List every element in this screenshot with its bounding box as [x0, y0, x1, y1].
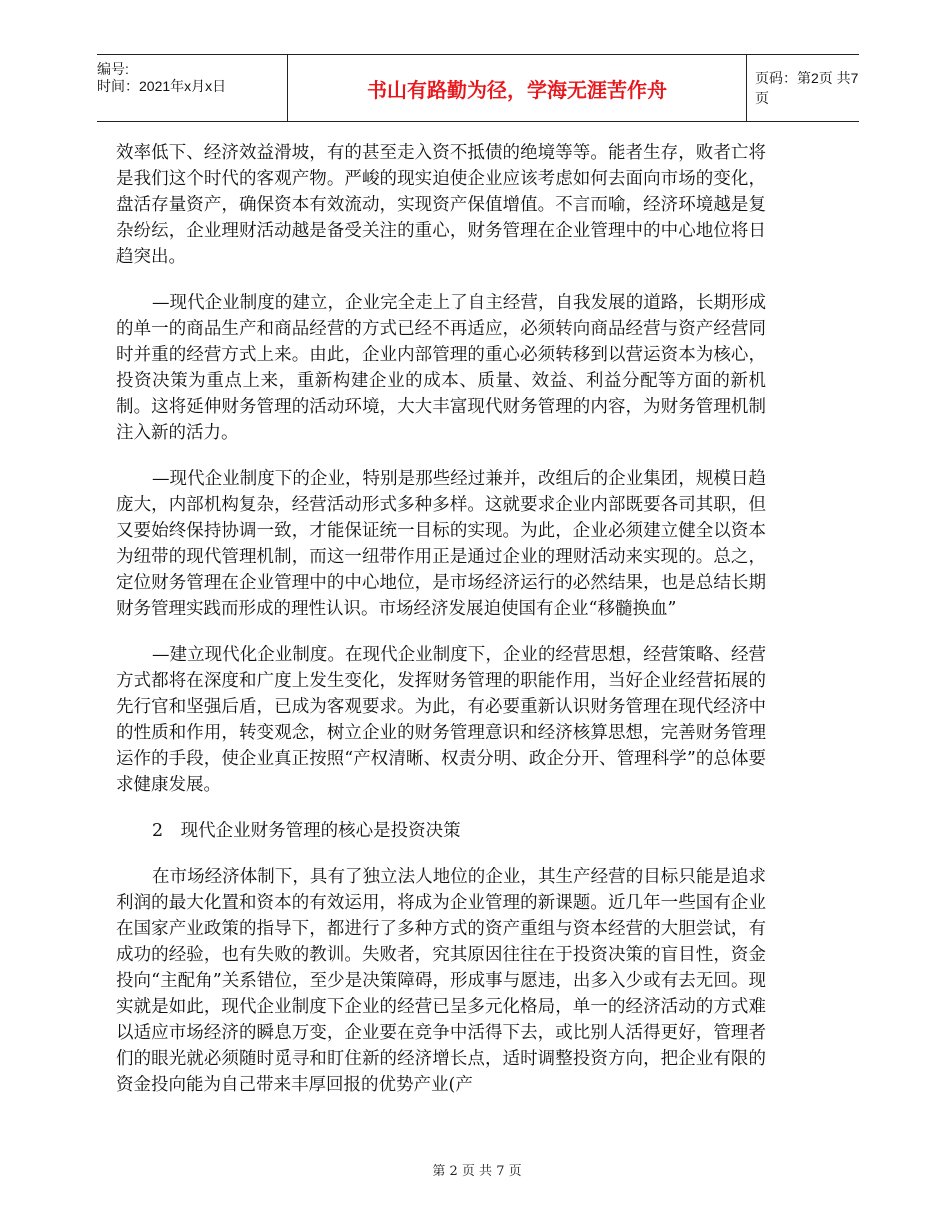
header-meta — [97, 55, 287, 121]
body-paragraph: 在市场经济体制下，具有了独立法人地位的企业，其生产经营的目标只能是追求利润的最大化置和资本的有效运用，将成为企业管理的新课题。近几年一些国有企业在国家产业政策的指导下，都进行了多种方式的资产重组与资本经营的大胆尝试，有成功的经验，也有失败的教训。失败者，究其原因往往在于投资决策的盲目性，资金投向“主配角”关系错位，至少是决策障碍，形成事与愿违，出多入少或有去无回。现实就是如此，现代企业制度下企业的经营已呈多元化格局，单一的经济活动的方式难以适应市场经济的瞬息万变，企业要在竞争中活得下去，或比别人活得更好，管理者们的眼光就必须随时觅寻和盯住新的经济增长点，适时调整投资方向，把企业有限的资金投向能为自己带来丰厚回报的优势产业(产 — [116, 867, 766, 1095]
page-footer — [0, 1160, 950, 1179]
header-motto: 书山有路勤为径，学海无涯苦作舟 — [287, 55, 747, 121]
document-time: 时间：2021年x月x日 — [97, 78, 227, 94]
section-heading: 2 现代企业财务管理的核心是投资决策 — [152, 821, 461, 841]
body-paragraph: —建立现代化企业制度。在现代企业制度下，企业的经营思想，经营策略、经营方式都将在深度和广度上发生变化，发挥财务管理的职能作用，当好企业经营拓展的先行官和坚强后盾，已成为客观要求。为此，有必要重新认识财务管理在现代经济中的性质和作用，转变观念，树立企业的财务管理意识和经济核算思想，完善财务管理运作的手段，使企业真正按照“产权清晰、权责分明、政企分开、管理科学”的总体要求健康发展。 — [116, 645, 766, 795]
footer-page-number: 第 2 页 共 7 页 — [432, 1164, 522, 1179]
page-header — [97, 54, 859, 122]
body-paragraph: 效率低下、经济效益滑坡，有的甚至走入资不抵债的绝境等等。能者生存，败者亡将是我们这个时代的客观产物。严峻的现实迫使企业应该考虑如何去面向市场的变化，盘活存量资产，确保资本有效流动，实现资产保值增值。不言而喻，经济环境越是复杂纷纭，企业理财活动越是备受关注的重心，财务管理在企业管理中的中心地位将日趋突出。 — [116, 143, 766, 267]
body-paragraph: —现代企业制度下的企业，特别是那些经过兼并，改组后的企业集团，规模日趋庞大，内部机构复杂，经营活动形式多种多样。这就要求企业内部既要各司其职，但又要始终保持协调一致，才能保证统一目标的实现。为此，企业必须建立健全以资本为纽带的现代管理机制，而这一纽带作用正是通过企业的理财活动来实现的。总之，定位财务管理在企业管理中的中心地位，是市场经济运行的必然结果，也是总结长期财务管理实践而形成的理性认识。市场经济发展迫使国有企业“移髓换血” — [116, 469, 766, 619]
body-paragraph: —现代企业制度的建立，企业完全走上了自主经营，自我发展的道路，长期形成的单一的商品生产和商品经营的方式已经不再适应，必须转向商品经营与资产经营同时并重的经营方式上来。由此，企业内部管理的重心必须转移到以营运资本为核心，投资决策为重点上来，重新构建企业的成本、质量、效益、利益分配等方面的新机制。这将延伸财务管理的活动环境，大大丰富现代财务管理的内容，为财务管理机制注入新的活力。 — [116, 293, 766, 443]
header-page-info: 页码：第2页 共7页 — [755, 70, 859, 106]
document-body — [116, 140, 766, 1118]
document-number-label: 编号: — [97, 61, 129, 77]
